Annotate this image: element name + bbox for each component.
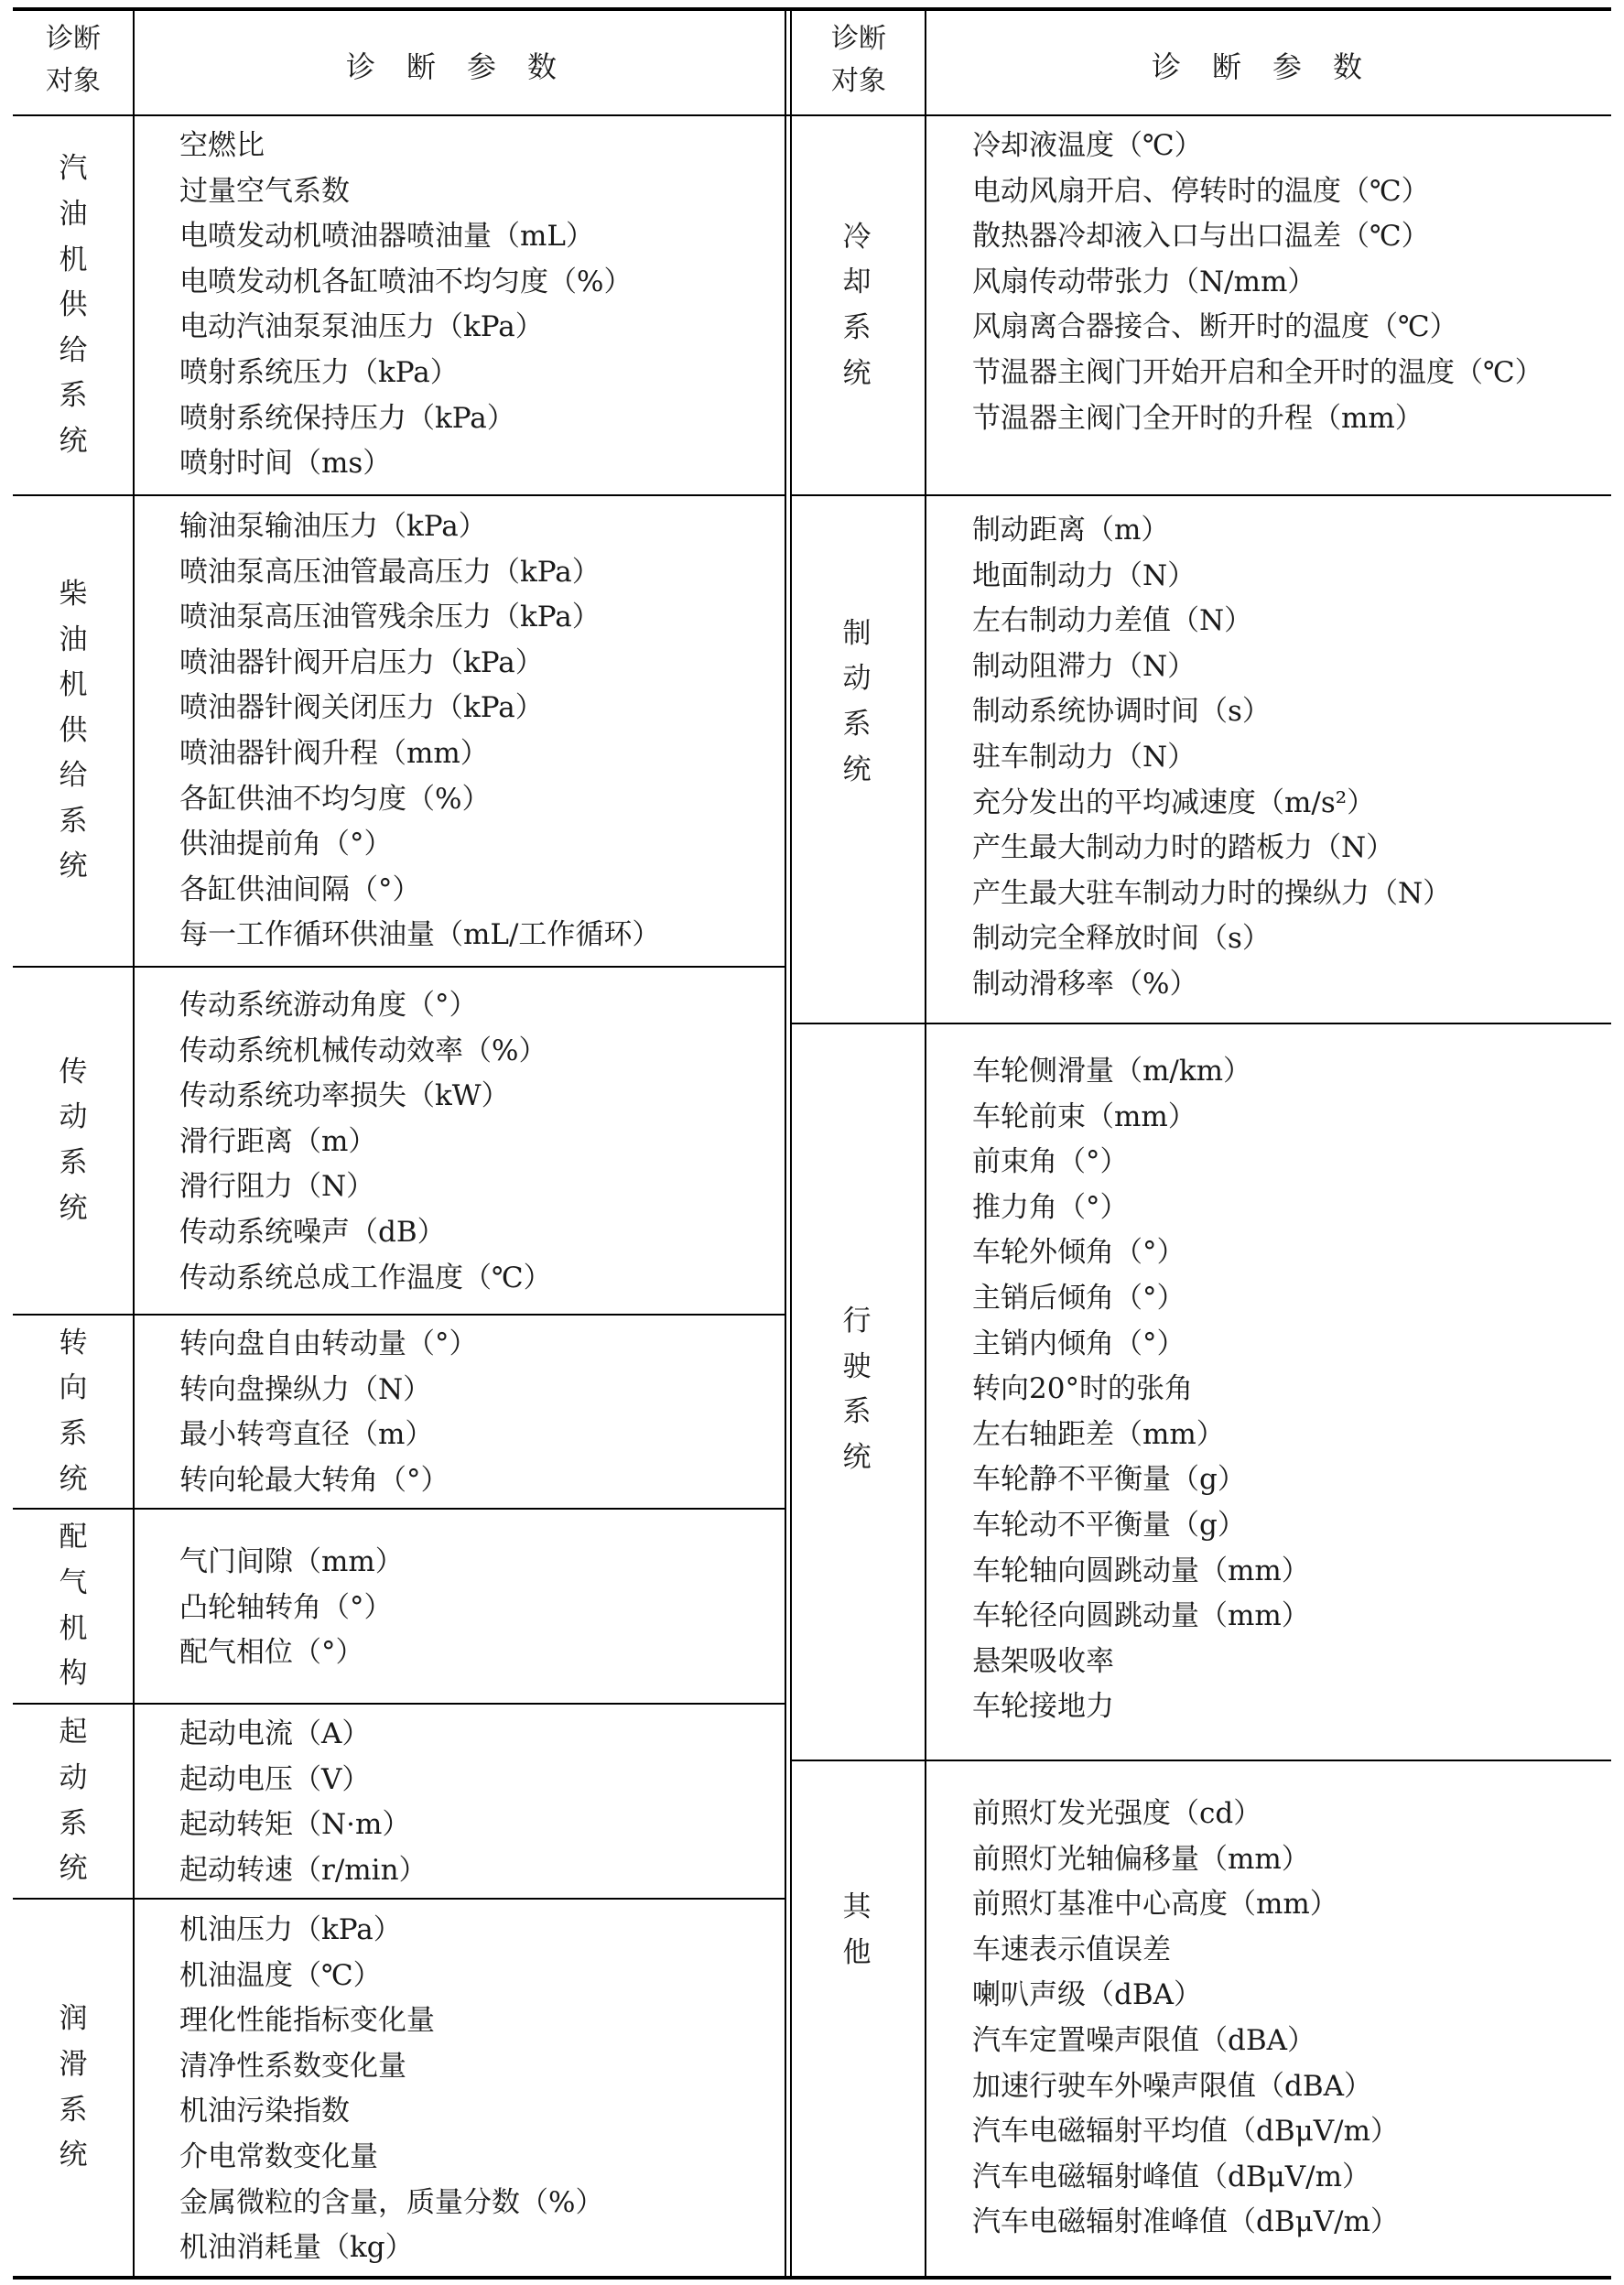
param-item: 起动转矩（N·m） [179, 1808, 411, 1842]
middle-divider-a [785, 7, 786, 2280]
obj-char: 驶 [842, 1349, 872, 1383]
header-object-line1: 诊断 [831, 23, 886, 55]
obj-char: 统 [59, 2139, 88, 2172]
obj-char: 气 [59, 1565, 88, 1599]
obj-char: 配 [59, 1521, 88, 1554]
obj-char: 他 [842, 1936, 872, 1969]
param-item: 主销后倾角（°） [972, 1281, 1186, 1315]
obj-char: 统 [59, 1852, 88, 1886]
param-item: 机油污染指数 [179, 2095, 350, 2128]
obj-char: 供 [59, 288, 88, 322]
obj-char: 系 [59, 804, 88, 838]
obj-char: 柴 [59, 577, 88, 611]
param-item: 充分发出的平均减速度（m/s²） [972, 785, 1376, 819]
param-item: 汽车定置噪声限值（dBA） [972, 2023, 1316, 2057]
param-item: 汽车电磁辐射准峰值（dBμV/m） [972, 2205, 1399, 2239]
param-item: 喷油器针阀关闭压力（kPa） [179, 691, 544, 725]
obj-char: 冷 [842, 220, 872, 254]
obj-char: 系 [842, 311, 872, 344]
param-item: 理化性能指标变化量 [179, 2004, 435, 2038]
header-param-left: 诊断参数 [345, 49, 588, 84]
obj-char: 传 [59, 1055, 88, 1088]
param-item: 凸轮轴转角（°） [179, 1590, 393, 1624]
header-object-line2: 对象 [831, 65, 886, 97]
table-bottom-rule [13, 2276, 1611, 2280]
param-item: 传动系统功率损失（kW） [179, 1079, 510, 1113]
param-item: 电喷发动机各缸喷油不均匀度（%） [179, 265, 633, 298]
obj-char: 统 [59, 424, 88, 458]
params-diesel-fuel-system [179, 504, 660, 958]
obj-char: 给 [59, 759, 88, 793]
param-item: 转向盘操纵力（N） [179, 1372, 432, 1406]
param-item: 驻车制动力（N） [972, 740, 1196, 774]
params-gasoline-fuel-system [179, 124, 632, 487]
obj-char: 机 [59, 668, 88, 702]
obj-char: 系 [59, 2093, 88, 2127]
obj-char: 统 [59, 850, 88, 883]
obj-char: 动 [59, 1760, 88, 1794]
param-item: 喷射时间（ms） [179, 447, 392, 481]
param-item: 最小转弯直径（m） [179, 1418, 434, 1452]
object-valve-train [9, 1510, 137, 1703]
obj-char: 系 [59, 1417, 88, 1450]
param-item: 喷油器针阀升程（mm） [179, 736, 489, 770]
param-item: 车轮轴向圆跳动量（mm） [972, 1554, 1310, 1587]
obj-char: 制 [842, 616, 872, 650]
param-item: 金属微粒的含量，质量分数（%） [179, 2185, 604, 2219]
param-item: 散热器冷却液入口与出口温差（℃） [972, 220, 1430, 254]
params-cooling-system [972, 124, 1567, 441]
obj-char: 起 [59, 1716, 88, 1749]
object-steering-system [9, 1316, 137, 1508]
param-item: 机油温度（℃） [179, 1958, 382, 1992]
obj-char: 油 [59, 623, 88, 656]
param-item: 传动系统总成工作温度（℃） [179, 1261, 552, 1294]
param-item: 产生最大驻车制动力时的操纵力（N） [972, 876, 1452, 910]
obj-char: 统 [842, 1440, 872, 1474]
param-item: 车轮前束（mm） [972, 1099, 1196, 1133]
param-item: 喷油器针阀开启压力（kPa） [179, 645, 544, 679]
param-item: 介电常数变化量 [179, 2139, 378, 2173]
param-item: 制动阻滞力（N） [972, 649, 1196, 683]
obj-char: 系 [842, 708, 872, 741]
param-item: 推力角（°） [972, 1190, 1129, 1224]
param-item: 制动系统协调时间（s） [972, 695, 1271, 729]
param-item: 节温器主阀门全开时的升程（mm） [972, 401, 1424, 435]
header-bottom-rule [13, 114, 1611, 116]
obj-char: 动 [59, 1100, 88, 1134]
param-item: 车轮外倾角（°） [972, 1236, 1186, 1270]
middle-divider-b [790, 7, 792, 2280]
param-item: 车轮接地力 [972, 1690, 1114, 1724]
object-diesel-fuel-system [9, 496, 137, 966]
header-object-right [795, 18, 923, 103]
param-item: 前照灯基准中心高度（mm） [972, 1888, 1338, 1922]
param-item: 每一工作循环供油量（mL/工作循环） [179, 918, 661, 952]
param-item: 转向轮最大转角（°） [179, 1463, 449, 1497]
obj-char: 机 [59, 1611, 88, 1645]
object-running-gear-system [793, 1024, 921, 1760]
param-item: 车轮侧滑量（m/km） [972, 1055, 1252, 1088]
param-item: 主销内倾角（°） [972, 1327, 1186, 1360]
object-others [793, 1761, 921, 2100]
object-lubrication-system [9, 1900, 137, 2276]
param-item: 起动电流（A） [179, 1717, 371, 1750]
param-item: 左右制动力差值（N） [972, 604, 1253, 638]
params-braking-system [972, 508, 1451, 1008]
obj-char: 油 [59, 198, 88, 232]
params-transmission-system [179, 983, 552, 1301]
obj-char: 系 [59, 1146, 88, 1179]
params-steering-system [179, 1322, 478, 1503]
obj-char: 系 [59, 379, 88, 413]
param-item: 喷油泵高压油管最高压力（kPa） [179, 555, 601, 589]
obj-char: 系 [59, 1806, 88, 1840]
param-item: 制动完全释放时间（s） [972, 922, 1271, 956]
header-object-line1: 诊断 [46, 23, 101, 55]
param-item: 车轮径向圆跳动量（mm） [972, 1599, 1310, 1633]
object-braking-system [793, 496, 921, 908]
param-item: 车速表示值误差 [972, 1933, 1171, 1966]
param-item: 气门间隙（mm） [179, 1545, 404, 1578]
obj-char: 向 [59, 1371, 88, 1405]
param-item: 清净性系数变化量 [179, 2049, 406, 2083]
object-transmission-system [9, 968, 137, 1314]
param-item: 各缸供油间隔（°） [179, 872, 421, 906]
obj-char: 转 [59, 1326, 88, 1359]
param-item: 前照灯发光强度（cd） [972, 1797, 1262, 1830]
table-top-rule [13, 7, 1611, 11]
param-item: 地面制动力（N） [972, 558, 1196, 592]
param-item: 各缸供油不均匀度（%） [179, 782, 491, 816]
param-item: 前照灯光轴偏移量（mm） [972, 1842, 1310, 1876]
obj-char: 却 [842, 265, 872, 299]
param-item: 风扇传动带张力（N/mm） [972, 265, 1316, 298]
object-cooling-system [793, 117, 921, 494]
param-item: 悬架吸收率 [972, 1644, 1114, 1678]
obj-char: 统 [59, 1462, 88, 1496]
param-item: 产生最大制动力时的踏板力（N） [972, 831, 1395, 865]
header-object-line2: 对象 [46, 65, 101, 97]
param-item: 传动系统噪声（dB） [179, 1215, 446, 1249]
param-item: 传动系统机械传动效率（%） [179, 1034, 547, 1067]
object-starting-system [9, 1705, 137, 1898]
param-item: 配气相位（°） [179, 1636, 364, 1670]
param-item: 汽车电磁辐射平均值（dBμV/m） [972, 2115, 1399, 2149]
params-valve-train [179, 1540, 404, 1676]
param-item: 过量空气系数 [179, 174, 350, 208]
obj-char: 机 [59, 243, 88, 276]
param-item: 左右轴距差（mm） [972, 1417, 1225, 1451]
params-starting-system [179, 1712, 428, 1893]
obj-char: 行 [842, 1305, 872, 1337]
obj-char: 其 [842, 1890, 872, 1924]
param-item: 制动距离（m） [972, 514, 1170, 547]
param-item: 供油提前角（°） [179, 828, 393, 861]
header-object-left [9, 18, 137, 103]
param-item: 空燃比 [179, 129, 265, 162]
param-item: 喷射系统保持压力（kPa） [179, 401, 515, 435]
param-item: 起动电压（V） [179, 1762, 371, 1796]
param-item: 机油压力（kPa） [179, 1913, 402, 1946]
param-item: 喷射系统压力（kPa） [179, 355, 459, 389]
param-item: 喷油泵高压油管残余压力（kPa） [179, 601, 601, 634]
params-lubrication-system [179, 1908, 603, 2271]
param-item: 前束角（°） [972, 1145, 1129, 1179]
obj-char: 动 [842, 662, 872, 696]
param-item: 机油消耗量（kg） [179, 2231, 414, 2265]
param-item: 起动转速（r/min） [179, 1853, 428, 1887]
param-item: 转向20°时的张角 [972, 1372, 1193, 1406]
param-item: 风扇离合器接合、断开时的温度（℃） [972, 310, 1458, 344]
header-param-right: 诊断参数 [1151, 49, 1393, 84]
param-item: 汽车电磁辐射峰值（dBμV/m） [972, 2160, 1370, 2193]
param-item: 转向盘自由转动量（°） [179, 1327, 478, 1360]
obj-char: 统 [842, 356, 872, 390]
obj-char: 构 [59, 1657, 88, 1691]
obj-char: 供 [59, 713, 88, 747]
obj-char: 滑 [59, 2047, 88, 2081]
param-item: 加速行驶车外噪声限值（dBA） [972, 2069, 1373, 2103]
param-item: 滑行阻力（N） [179, 1170, 375, 1204]
right-object-divider [925, 7, 926, 2280]
obj-char: 统 [59, 1191, 88, 1225]
param-item: 冷却液温度（℃） [972, 129, 1203, 162]
param-item: 传动系统游动角度（°） [179, 989, 478, 1022]
obj-char: 系 [842, 1395, 872, 1429]
params-running-gear-system [972, 1049, 1310, 1730]
param-item: 车轮动不平衡量（g） [972, 1508, 1246, 1542]
param-item: 节温器主阀门开始开启和全开时的温度（℃） [972, 355, 1543, 389]
param-item: 电动汽油泵泵油压力（kPa） [179, 310, 544, 344]
params-others [972, 1792, 1399, 2246]
obj-char: 给 [59, 333, 88, 367]
param-item: 电喷发动机喷油器喷油量（mL） [179, 220, 594, 254]
param-item: 电动风扇开启、停转时的温度（℃） [972, 174, 1430, 208]
object-gasoline-fuel-system [9, 117, 137, 494]
param-item: 制动滑移率（%） [972, 967, 1198, 1001]
param-item: 滑行距离（m） [179, 1124, 377, 1158]
param-item: 输油泵输油压力（kPa） [179, 510, 487, 543]
obj-char: 汽 [59, 152, 88, 186]
param-item: 车轮静不平衡量（g） [972, 1463, 1246, 1497]
obj-char: 统 [842, 753, 872, 786]
obj-char: 润 [59, 2002, 88, 2036]
param-item: 喇叭声级（dBA） [972, 1978, 1203, 2012]
